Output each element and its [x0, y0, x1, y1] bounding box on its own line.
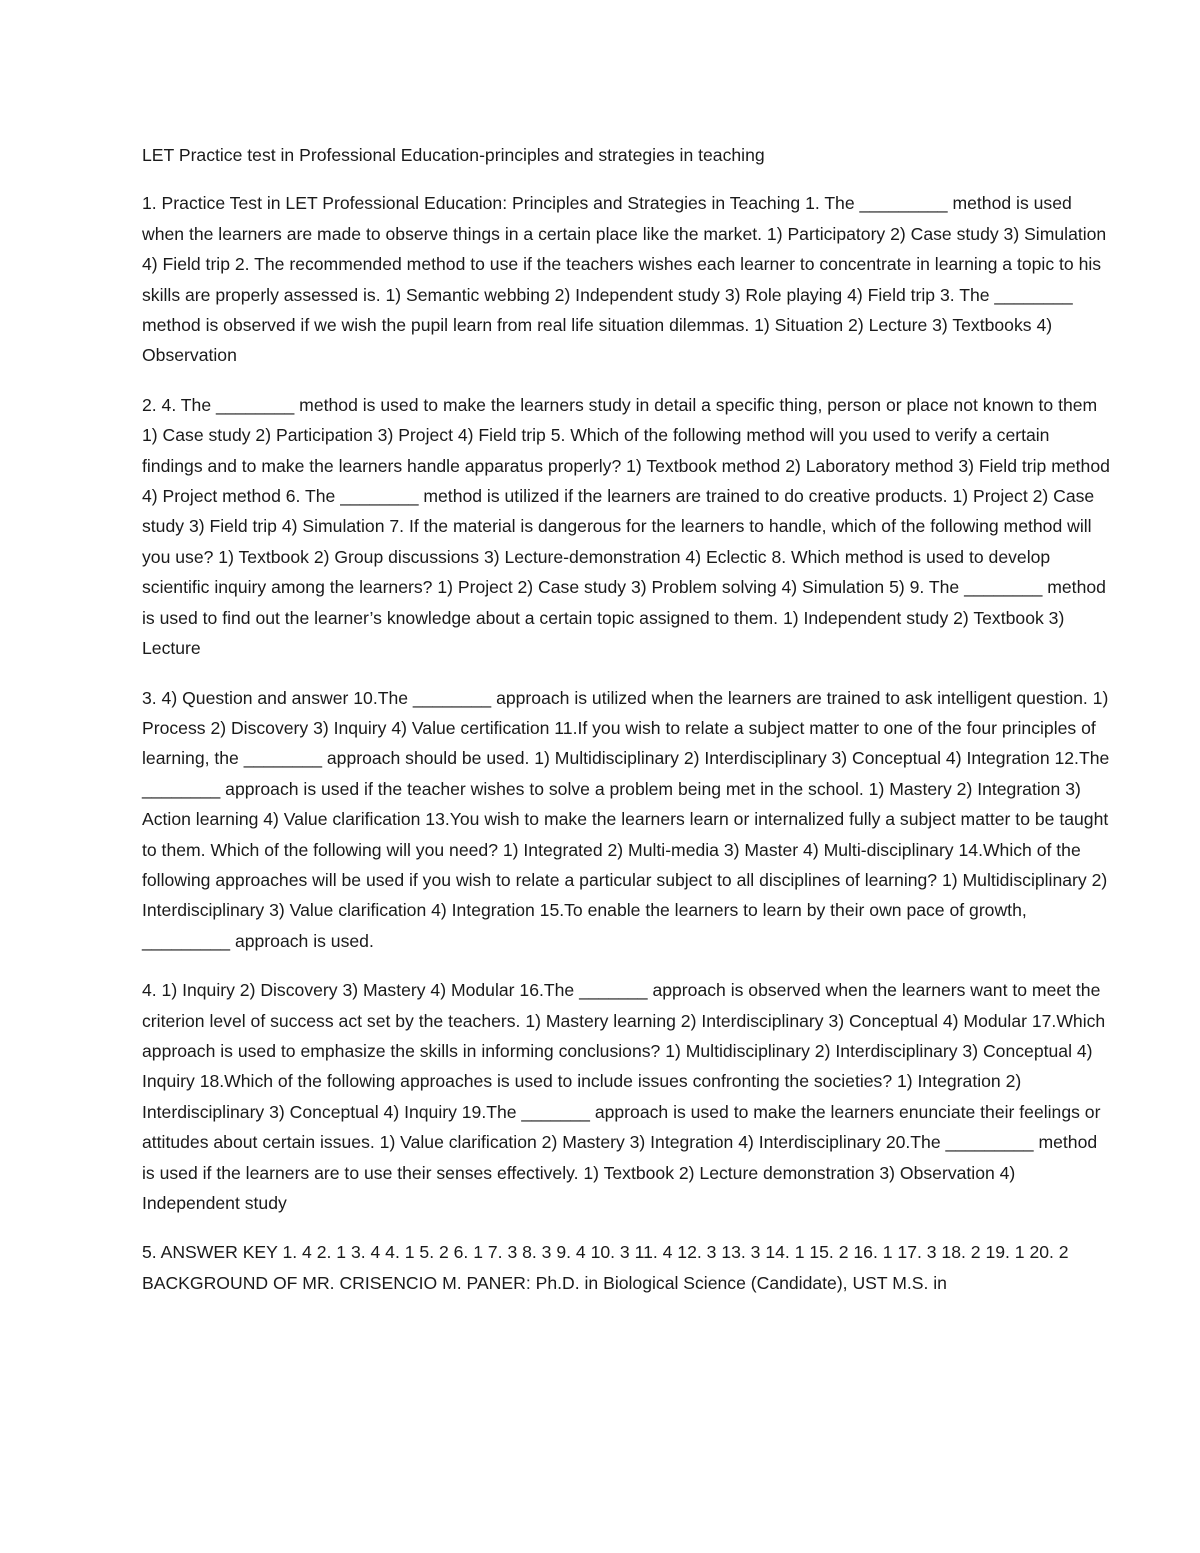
paragraph-1: 1. Practice Test in LET Professional Education: Principles and Strategies in Teaching 1. The _________ method is used when the learners are made to observe things in a certain place like the market. 1) Participatory 2) Case study 3) Simulation 4) Field trip 2. The recommended method to use if the teachers wishes each learner to concentrate in learning a topic to his skills are properly assessed is. 1) Semantic webbing 2) Independent study 3) Role playing 4) Field trip 3. The ________ method is observed if we wish the pupil learn from real life situation dilemmas. 1) Situation 2) Lecture 3) Textbooks 4) Observation	[142, 193, 1107, 366]
paragraph-3: 3. 4) Question and answer 10.The ________ approach is utilized when the learners are trained to ask intelligent question. 1) Process 2) Discovery 3) Inquiry 4) Value certification 11.If you wish to relate a subject matter to one of the four principles of learning, the ________ approach should be used. 1) Multidisciplinary 2) Interdisciplinary 3) Conceptual 4) Integration 12.The ________ approach is used if the teacher wishes to solve a problem being met in the school. 1) Mastery 2) Integration 3) Action learning 4) Value clarification 13.You wish to make the learners learn or internalized fully a subject matter to be taught to them. Which of the following will you need? 1) Integrated 2) Multi-media 3) Master 4) Multi-disciplinary 14.Which of the following approaches will be used if you wish to relate a particular subject to all disciplines of learning? 1) Multidisciplinary 2) Interdisciplinary 3) Value clarification 4) Integration 15.To enable the learners to learn by their own pace of growth, _________ approach is used.	[142, 687, 1110, 951]
paragraph-4: 4. 1) Inquiry 2) Discovery 3) Mastery 4) Modular 16.The _______ approach is observed when the learners want to meet the criterion level of success act set by the teachers. 1) Mastery learning 2) Interdisciplinary 3) Conceptual 4) Modular 17.Which approach is used to emphasize the skills in informing conclusions? 1) Multidisciplinary 2) Interdisciplinary 3) Conceptual 4) Inquiry 18.Which of the following approaches is used to include issues confronting the societies? 1) Integration 2) Interdisciplinary 3) Conceptual 4) Inquiry 19.The _______ approach is used to make the learners enunciate their feelings or attitudes about certain issues. 1) Value clarification 2) Mastery 3) Integration 4) Interdisciplinary 20.The _________ method is used if the learners are to use their senses effectively. 1) Textbook 2) Lecture demonstration 3) Observation 4) Independent study	[142, 980, 1106, 1213]
paragraph-2: 2. 4. The ________ method is used to make the learners study in detail a specific thing, person or place not known to them 1) Case study 2) Participation 3) Project 4) Field trip 5. Which of the following method will you used to verify a certain findings and to make the learners handle apparatus properly? 1) Textbook method 2) Laboratory method 3) Field trip method 4) Project method 6. The ________ method is utilized if the learners are trained to do creative products. 1) Project 2) Case study 3) Field trip 4) Simulation 7. If the material is dangerous for the learners to handle, which of the following method will you use? 1) Textbook 2) Group discussions 3) Lecture-demonstration 4) Eclectic 8. Which method is used to develop scientific inquiry among the learners? 1) Project 2) Case study 3) Problem solving 4) Simulation 5) 9. The ________ method is used to find out the learner’s knowledge about a certain topic assigned to them. 1) Independent study 2) Textbook 3) Lecture	[142, 394, 1110, 659]
document-title: LET Practice test in Professional Education-principles and strategies in teaching	[142, 145, 765, 165]
document-page	[142, 140, 1110, 1317]
paragraph-5: 5. ANSWER KEY 1. 4 2. 1 3. 4 4. 1 5. 2 6. 1 7. 3 8. 3 9. 4 10. 3 11. 4 12. 3 13. 3 14. 1 15. 2 16. 1 17. 3 18. 2 19. 1 20. 2 BACKGROUND OF MR. CRISENCIO M. PANER: Ph.D. in Biological Science (Candidate), UST M.S. in	[142, 1242, 1069, 1293]
